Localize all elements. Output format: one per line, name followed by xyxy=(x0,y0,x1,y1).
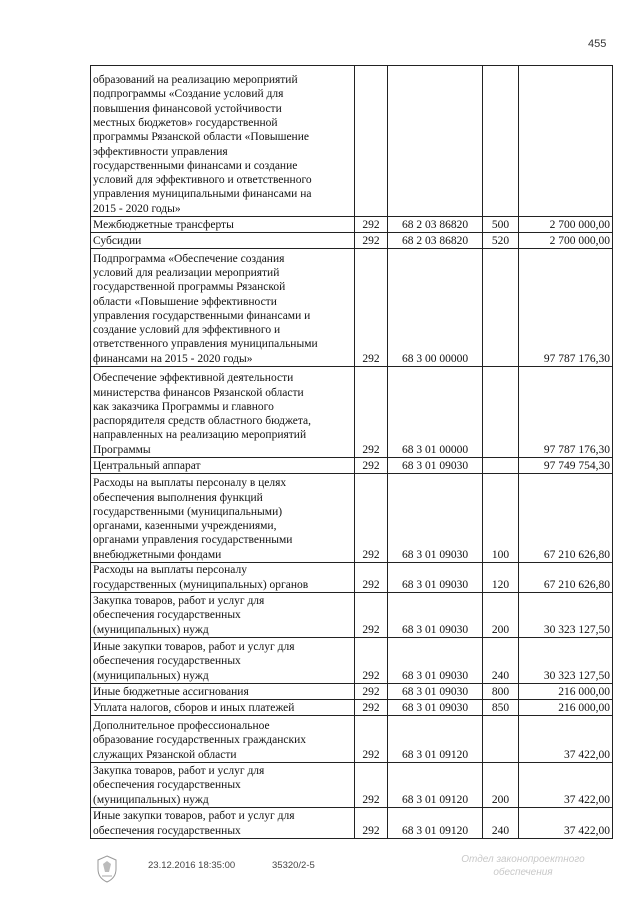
row-csr: 68 3 01 09030 xyxy=(388,700,483,716)
row-csr: 68 2 03 86820 xyxy=(388,217,483,233)
row-vr: 200 xyxy=(483,763,519,808)
row-vr: 500 xyxy=(483,217,519,233)
row-vr: 100 xyxy=(483,474,519,563)
row-vr: 520 xyxy=(483,233,519,249)
footer-doc-id: 35320/2-5 xyxy=(272,860,315,871)
row-name: Закупка товаров, работ и услуг для обеспечения государственных (муниципальных) нужд xyxy=(91,593,355,638)
row-vr: 240 xyxy=(483,638,519,684)
row-name: Центральный аппарат xyxy=(91,458,355,474)
row-sum: 37 422,00 xyxy=(519,716,613,763)
table-row xyxy=(91,458,613,474)
row-name: Иные закупки товаров, работ и услуг для обеспечения государственных xyxy=(91,808,355,839)
row-ved xyxy=(355,66,388,217)
coat-of-arms-icon xyxy=(94,854,120,884)
footer-datetime: 23.12.2016 18:35:00 xyxy=(148,860,236,871)
row-csr: 68 3 00 00000 xyxy=(388,249,483,367)
row-csr: 68 3 01 09120 xyxy=(388,763,483,808)
row-ved: 292 xyxy=(355,700,388,716)
row-vr: 800 xyxy=(483,684,519,700)
page-number: 455 xyxy=(588,38,607,50)
row-sum: 30 323 127,50 xyxy=(519,638,613,684)
table-row xyxy=(91,763,613,808)
row-ved: 292 xyxy=(355,217,388,233)
table-row xyxy=(91,700,613,716)
table-row xyxy=(91,367,613,458)
row-sum: 30 323 127,50 xyxy=(519,593,613,638)
row-name: Иные бюджетные ассигнования xyxy=(91,684,355,700)
table-row xyxy=(91,593,613,638)
row-csr: 68 3 01 09030 xyxy=(388,638,483,684)
row-name: Обеспечение эффективной деятельности министерства финансов Рязанской области как заказчика Программы и главного распорядителя средств областного бюджета, направленных на реализацию мероприятий Программы xyxy=(91,367,355,458)
row-sum: 216 000,00 xyxy=(519,700,613,716)
row-name: Расходы на выплаты персоналу в целях обеспечения выполнения функций государственными (муниципальными) органами, казенными учреждениями, органами управления государственными внебюджетными фондами xyxy=(91,474,355,563)
row-ved: 292 xyxy=(355,808,388,839)
row-vr: 200 xyxy=(483,593,519,638)
row-csr: 68 3 01 09030 xyxy=(388,593,483,638)
row-name: Закупка товаров, работ и услуг для обеспечения государственных (муниципальных) нужд xyxy=(91,763,355,808)
row-sum: 216 000,00 xyxy=(519,684,613,700)
row-name: Уплата налогов, сборов и иных платежей xyxy=(91,700,355,716)
table-row xyxy=(91,563,613,593)
row-vr xyxy=(483,249,519,367)
row-name: Субсидии xyxy=(91,233,355,249)
table-row xyxy=(91,66,613,217)
row-ved: 292 xyxy=(355,638,388,684)
row-csr: 68 3 01 09030 xyxy=(388,474,483,563)
row-name: Дополнительное профессиональное образование государственных гражданских служащих Рязанской области xyxy=(91,716,355,763)
row-sum: 2 700 000,00 xyxy=(519,217,613,233)
row-ved: 292 xyxy=(355,563,388,593)
row-ved: 292 xyxy=(355,233,388,249)
row-sum: 67 210 626,80 xyxy=(519,563,613,593)
row-ved: 292 xyxy=(355,474,388,563)
row-vr xyxy=(483,66,519,217)
row-vr: 850 xyxy=(483,700,519,716)
budget-table xyxy=(90,65,613,839)
table-row xyxy=(91,249,613,367)
row-csr: 68 3 01 00000 xyxy=(388,367,483,458)
row-ved: 292 xyxy=(355,716,388,763)
table-row xyxy=(91,638,613,684)
row-name: Иные закупки товаров, работ и услуг для обеспечения государственных (муниципальных) нужд xyxy=(91,638,355,684)
row-ved: 292 xyxy=(355,593,388,638)
table-row xyxy=(91,217,613,233)
row-sum: 2 700 000,00 xyxy=(519,233,613,249)
row-name: образований на реализацию мероприятий подпрограммы «Создание условий для повышения финансовой устойчивости местных бюджетов» государственной программы Рязанской области «Повышение эффективности управления государственными финансами и создание условий для эффективного и ответственного управления муниципальными финансами на 2015 - 2020 годы» xyxy=(91,66,355,217)
table-row xyxy=(91,808,613,839)
row-csr: 68 3 01 09120 xyxy=(388,716,483,763)
row-csr: 68 3 01 09030 xyxy=(388,458,483,474)
row-name: Подпрограмма «Обеспечение создания условий для реализации мероприятий государственной программы Рязанской области «Повышение эффективности управления государственными финансами и создание условий для эффективного и ответственного управления муниципальными финансами на 2015 - 2020 годы» xyxy=(91,249,355,367)
row-ved: 292 xyxy=(355,458,388,474)
row-sum: 97 787 176,30 xyxy=(519,249,613,367)
registration-stamp: Отдел законопроектного обеспечения xyxy=(461,854,585,878)
table-row xyxy=(91,716,613,763)
row-csr: 68 3 01 09030 xyxy=(388,684,483,700)
row-vr: 120 xyxy=(483,563,519,593)
row-ved: 292 xyxy=(355,367,388,458)
row-vr: 240 xyxy=(483,808,519,839)
row-sum: 37 422,00 xyxy=(519,763,613,808)
row-vr xyxy=(483,458,519,474)
row-sum: 97 787 176,30 xyxy=(519,367,613,458)
table-row xyxy=(91,474,613,563)
row-sum: 97 749 754,30 xyxy=(519,458,613,474)
row-sum: 67 210 626,80 xyxy=(519,474,613,563)
row-csr: 68 3 01 09120 xyxy=(388,808,483,839)
table-row xyxy=(91,684,613,700)
row-vr xyxy=(483,716,519,763)
row-ved: 292 xyxy=(355,684,388,700)
table-row xyxy=(91,233,613,249)
row-csr xyxy=(388,66,483,217)
row-name: Межбюджетные трансферты xyxy=(91,217,355,233)
row-name: Расходы на выплаты персоналу государственных (муниципальных) органов xyxy=(91,563,355,593)
row-ved: 292 xyxy=(355,249,388,367)
row-sum: 37 422,00 xyxy=(519,808,613,839)
row-vr xyxy=(483,367,519,458)
row-csr: 68 2 03 86820 xyxy=(388,233,483,249)
row-ved: 292 xyxy=(355,763,388,808)
row-csr: 68 3 01 09030 xyxy=(388,563,483,593)
row-sum xyxy=(519,66,613,217)
